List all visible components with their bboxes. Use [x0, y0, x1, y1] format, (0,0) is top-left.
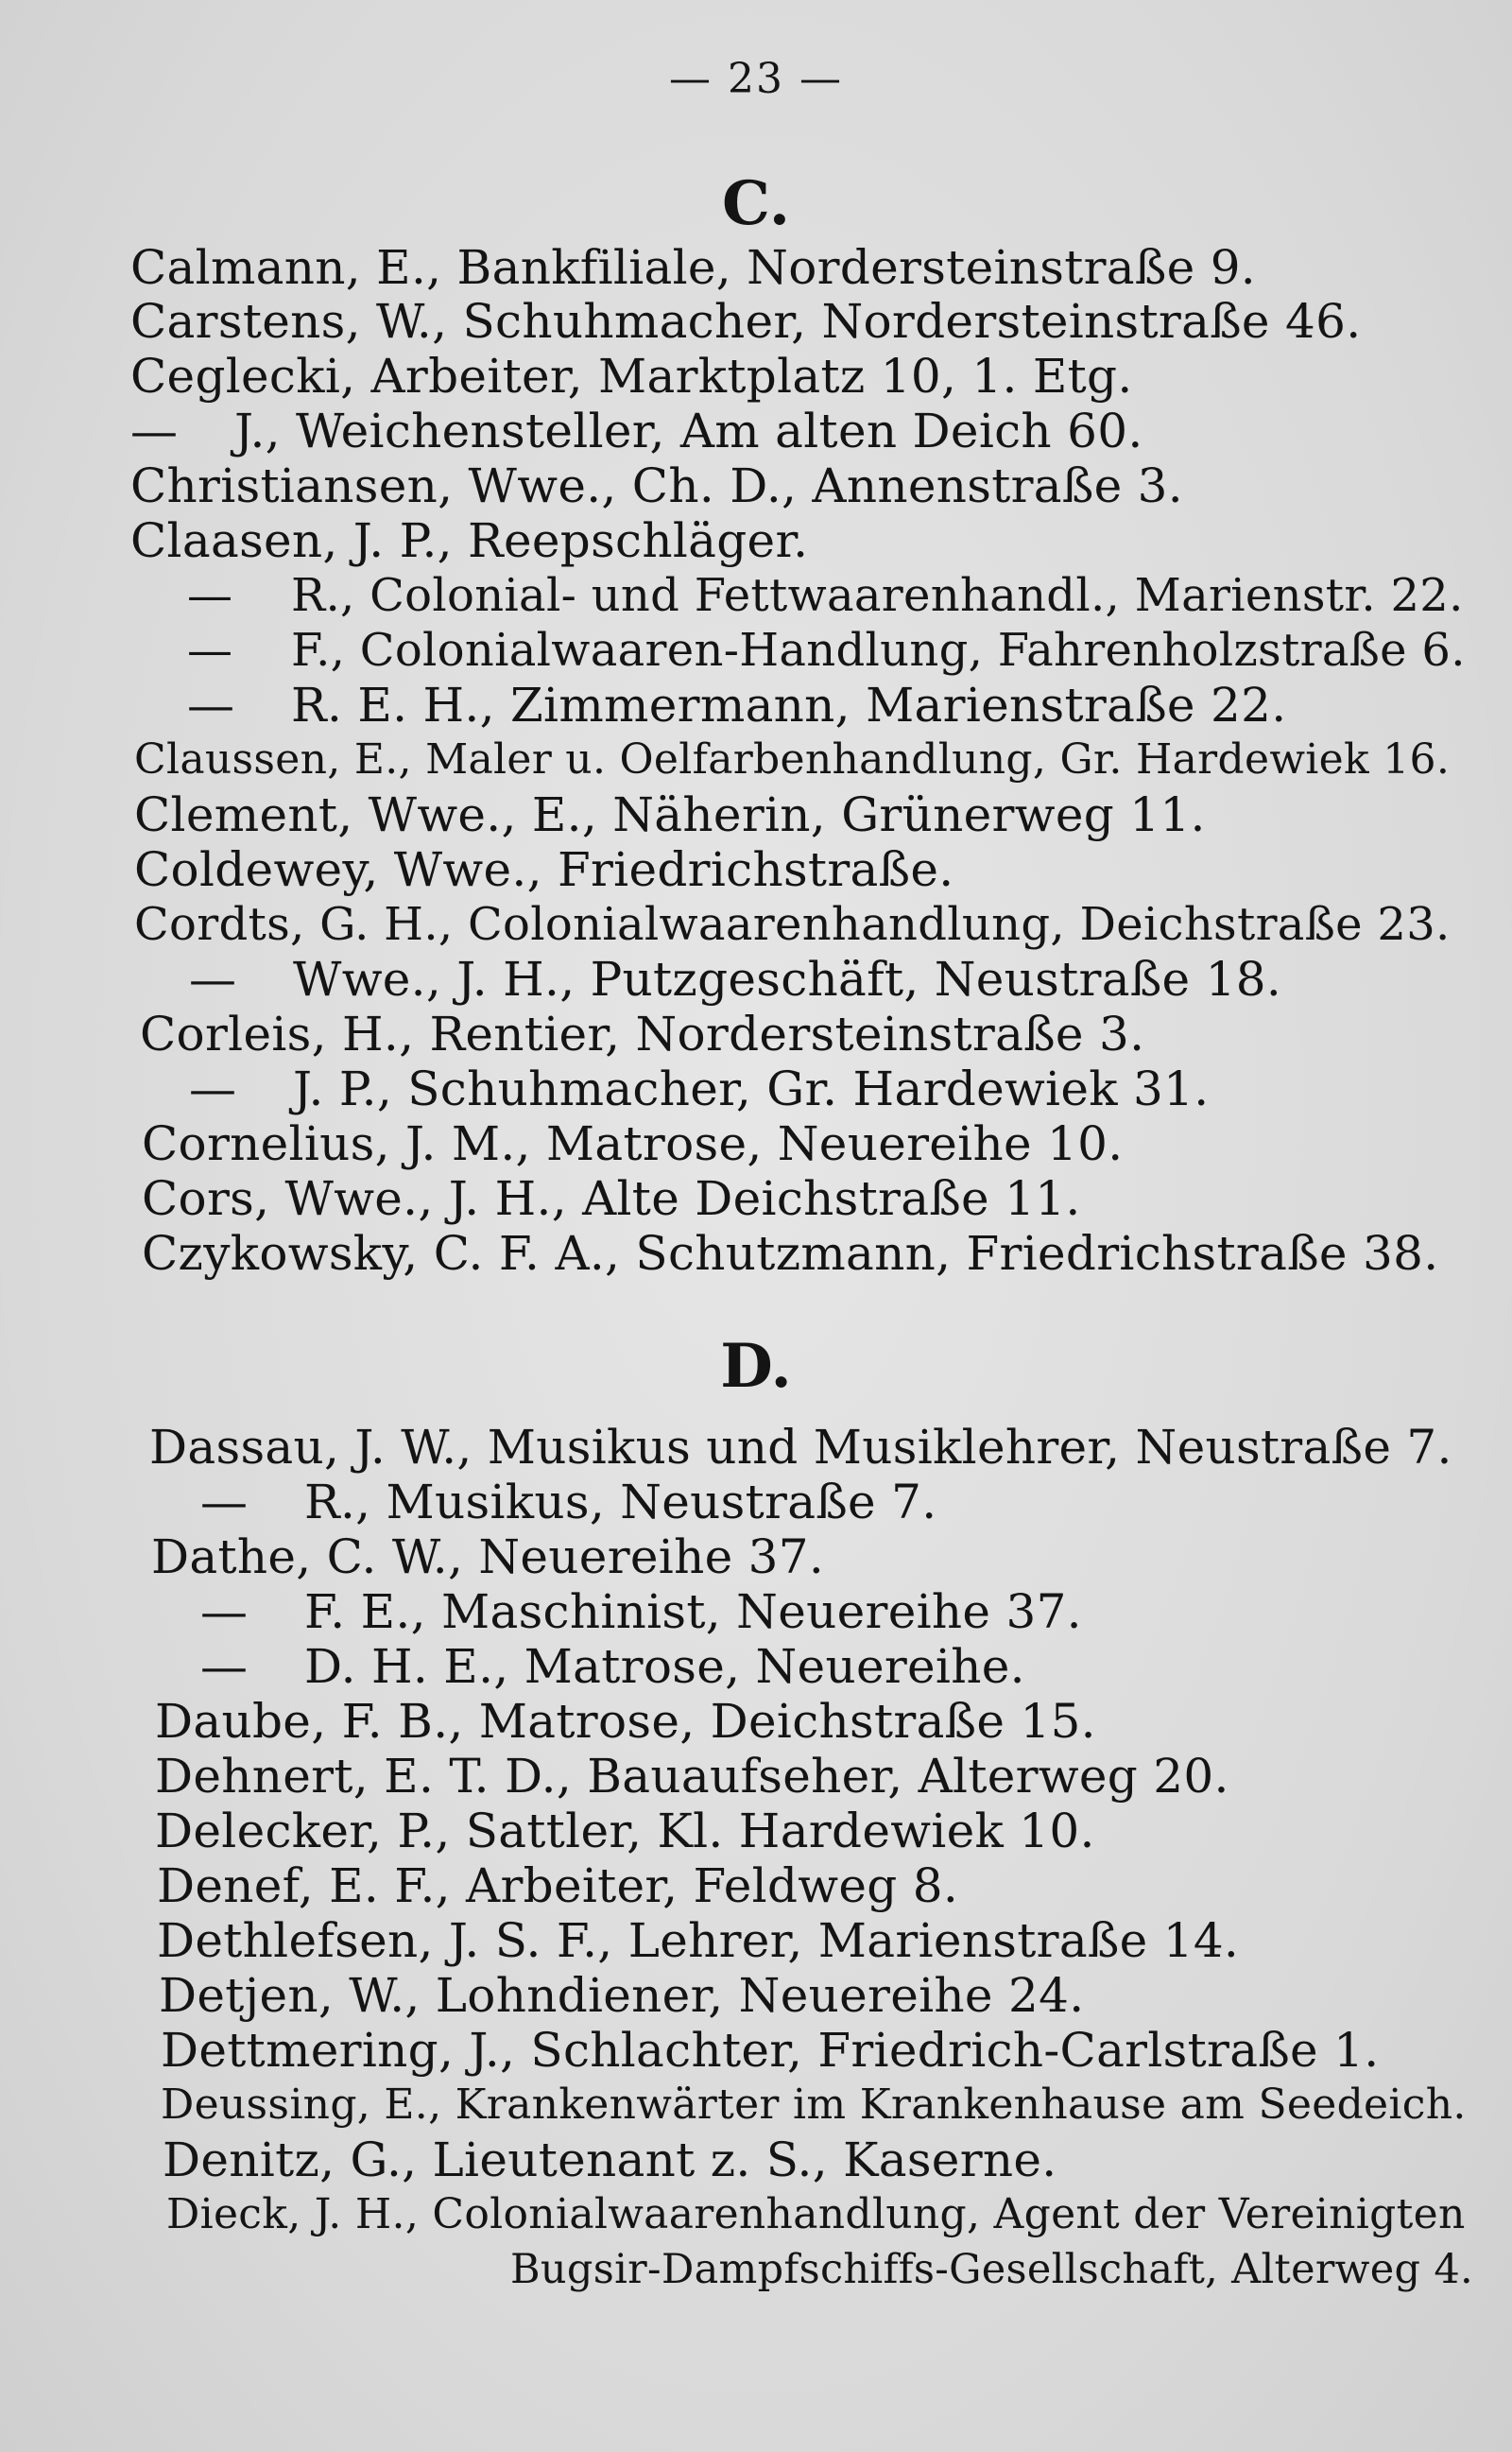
- list-item: Daube, F. B., Matrose, Deichstraße 15.: [155, 1694, 1096, 1749]
- entry-text: F., Colonialwaaren-Handlung, Fahrenholzstraße 6.: [291, 624, 1466, 677]
- entry-text: J. P., Schuhmacher, Gr. Hardewiek 31.: [293, 1062, 1210, 1116]
- entry-text: J., Weichensteller, Am alten Deich 60.: [234, 404, 1143, 458]
- list-item: Cornelius, J. M., Matrose, Neuereihe 10.: [142, 1116, 1124, 1171]
- list-item: Coldewey, Wwe., Friedrichstraße.: [134, 842, 954, 897]
- list-item: Deussing, E., Krankenwärter im Krankenhause am Seedeich.: [161, 2081, 1467, 2129]
- list-item: [187, 569, 1464, 622]
- list-item: Calmann, E., Bankfiliale, Nordersteinstraße 9.: [130, 240, 1256, 295]
- entry-text: D. H. E., Matrose, Neuereihe.: [304, 1639, 1025, 1694]
- list-item: [187, 624, 1466, 677]
- ditto-dash: —: [189, 1062, 237, 1116]
- entry-text: R. E. H., Zimmermann, Marienstraße 22.: [291, 678, 1287, 733]
- ditto-dash: —: [187, 569, 233, 622]
- ditto-dash: —: [200, 1475, 249, 1529]
- list-item: Dethlefsen, J. S. F., Lehrer, Marienstraße 14.: [157, 1913, 1240, 1968]
- list-item: Cordts, G. H., Colonialwaarenhandlung, Deichstraße 23.: [134, 898, 1451, 951]
- list-item: Denef, E. F., Arbeiter, Feldweg 8.: [157, 1858, 959, 1913]
- ditto-dash: —: [130, 404, 179, 458]
- list-item: [200, 1585, 1082, 1638]
- ditto-dash: —: [187, 678, 235, 733]
- list-item: Corleis, H., Rentier, Nordersteinstraße 3.: [140, 1007, 1145, 1062]
- section-heading-d: D.: [720, 1331, 792, 1402]
- list-item: Dettmering, J., Schlachter, Friedrich-Carlstraße 1.: [161, 2023, 1380, 2078]
- list-item: Cors, Wwe., J. H., Alte Deichstraße 11.: [142, 1171, 1081, 1226]
- list-item: Carstens, W., Schuhmacher, Nordersteinstraße 46.: [130, 294, 1362, 349]
- list-item: [189, 953, 1281, 1006]
- list-item: Delecker, P., Sattler, Kl. Hardewiek 10.: [155, 1804, 1095, 1858]
- list-item: Detjen, W., Lohndiener, Neuereihe 24.: [159, 1968, 1085, 2023]
- page-number: — 23 —: [669, 55, 843, 103]
- list-item: Clement, Wwe., E., Näherin, Grünerweg 11.: [134, 787, 1206, 842]
- section-heading-c: C.: [721, 168, 791, 239]
- list-item: [200, 1476, 936, 1528]
- list-item: Dehnert, E. T. D., Bauaufseher, Alterweg 20.: [155, 1749, 1229, 1804]
- list-item: [187, 679, 1286, 732]
- entry-text: R., Musikus, Neustraße 7.: [304, 1475, 937, 1529]
- ditto-dash: —: [200, 1584, 249, 1639]
- ditto-dash: —: [200, 1639, 249, 1694]
- list-item: Denitz, G., Lieutenant z. S., Kaserne.: [163, 2133, 1057, 2187]
- list-item: [130, 405, 1143, 458]
- list-item: Claasen, J. P., Reepschläger.: [130, 513, 809, 568]
- list-item: Ceglecki, Arbeiter, Marktplatz 10, 1. Etg.: [130, 349, 1133, 404]
- entry-text: R., Colonial- und Fettwaarenhandl., Marienstr. 22.: [291, 569, 1464, 622]
- list-item: Dassau, J. W., Musikus und Musiklehrer, Neustraße 7.: [149, 1420, 1452, 1475]
- list-item: Claussen, E., Maler u. Oelfarbenhandlung, Gr. Hardewiek 16.: [134, 735, 1451, 784]
- list-item: [189, 1062, 1209, 1115]
- list-item: [200, 1640, 1025, 1693]
- entry-text: F. E., Maschinist, Neuereihe 37.: [304, 1584, 1082, 1639]
- list-item: Czykowsky, C. F. A., Schutzmann, Friedrichstraße 38.: [142, 1226, 1439, 1281]
- entry-text: Wwe., J. H., Putzgeschäft, Neustraße 18.: [293, 952, 1282, 1007]
- list-item-continuation: Bugsir-Dampfschiffs-Gesellschaft, Alterweg 4.: [510, 2246, 1473, 2293]
- list-item: Dieck, J. H., Colonialwaarenhandlung, Agent der Vereinigten: [166, 2190, 1466, 2238]
- list-item: Dathe, C. W., Neuereihe 37.: [151, 1529, 825, 1584]
- list-item: Christiansen, Wwe., Ch. D., Annenstraße 3.: [130, 458, 1183, 513]
- ditto-dash: —: [187, 624, 233, 677]
- ditto-dash: —: [189, 952, 237, 1007]
